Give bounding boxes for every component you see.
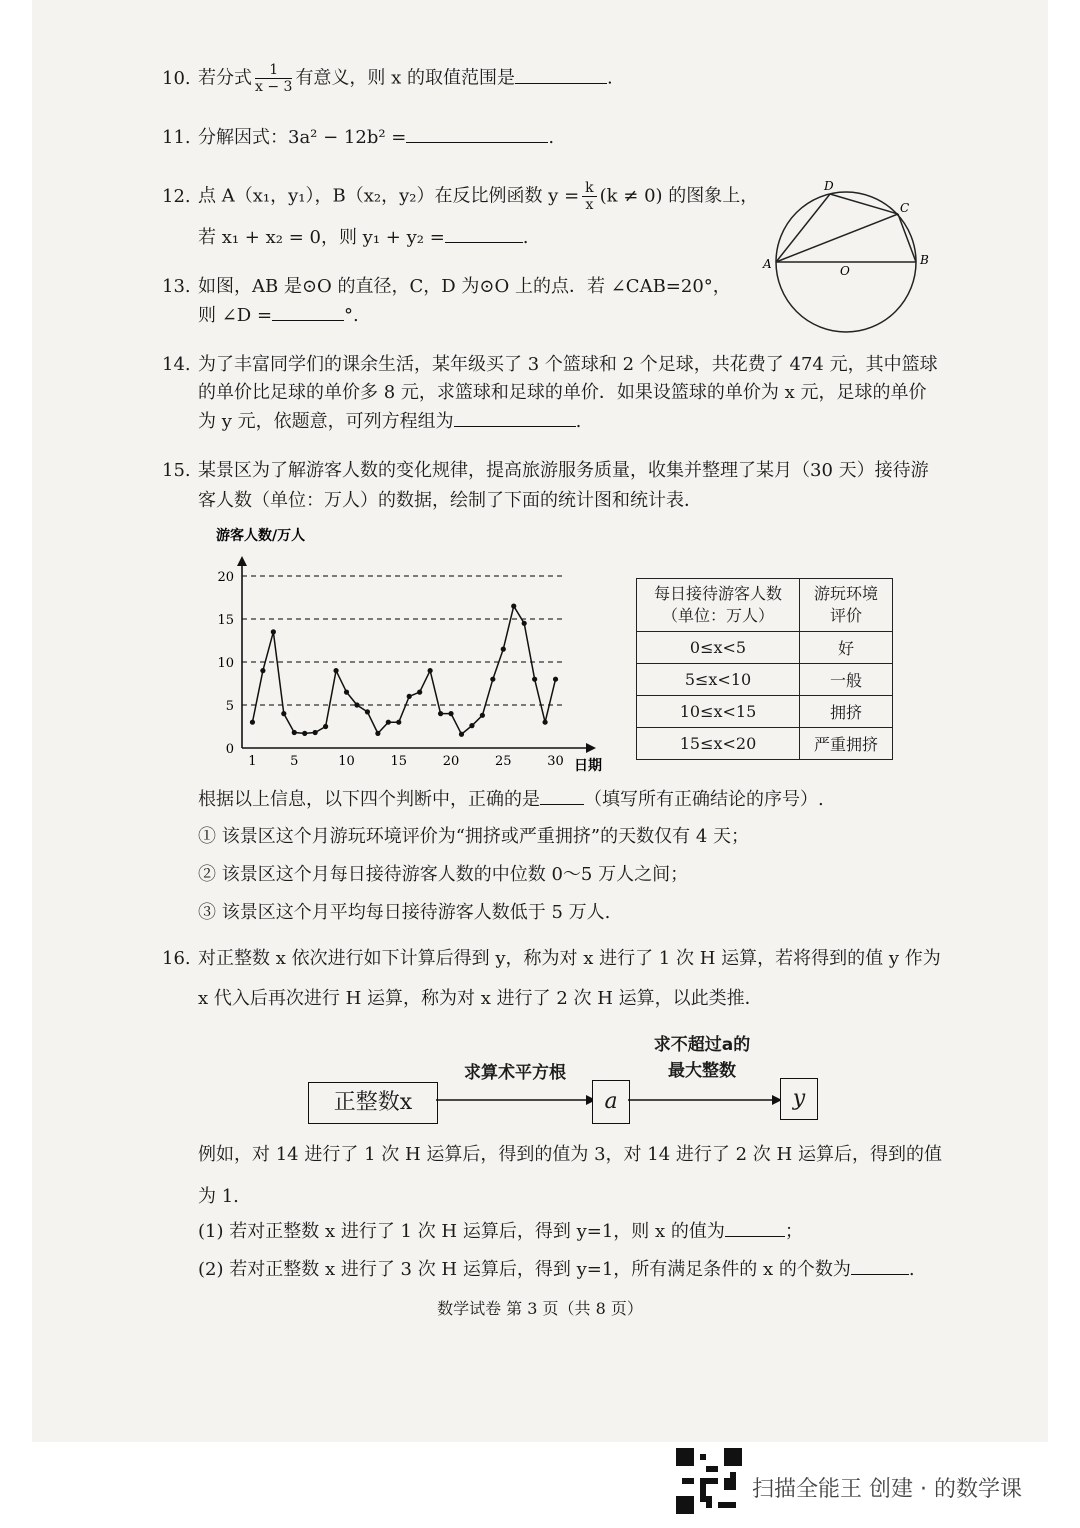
rating-cell: 好 [800, 632, 893, 664]
question-16-example-2: 为 1. [198, 1186, 239, 1207]
y-tick-label: 0 [225, 742, 234, 757]
x-tick-label: 15 [390, 754, 408, 769]
data-point [281, 711, 286, 716]
data-point [375, 731, 380, 736]
label-b: B [920, 253, 929, 267]
y-tick-label: 15 [217, 613, 234, 628]
answer-blank [406, 122, 548, 143]
watermark-text: 扫描全能王 创建 · 的数学课 [752, 1477, 1022, 1502]
answer-blank [445, 222, 523, 243]
data-point [250, 720, 255, 725]
data-point [448, 711, 453, 716]
question-13-line2: 则 ∠D = °. [198, 300, 359, 331]
question-15: 15. 某景区为了解游客人数的变化规律，提高旅游服务质量，收集并整理了某月（30 天）接待游 [162, 460, 929, 481]
visitor-line-chart [196, 520, 612, 780]
question-16-part1: (1) 若对正整数 x 进行了 1 次 H 运算后，得到 y=1，则 x 的值为 ； [198, 1216, 803, 1247]
answer-blank [851, 1254, 909, 1275]
question-14-line2: 的单价比足球的单价多 8 元，求篮球和足球的单价．如果设篮球的单价为 x 元，足球的单价 [198, 382, 927, 403]
option-2: ② 该景区这个月每日接待游客人数的中位数 0～5 万人之间； [198, 864, 689, 885]
answer-blank [540, 784, 584, 805]
y-axis-label: 游客人数/万人 [216, 528, 306, 544]
x-tick-label: 25 [495, 754, 512, 769]
y-tick-label: 5 [225, 699, 234, 714]
data-point [292, 730, 297, 735]
data-point [407, 694, 412, 699]
evaluation-table [636, 578, 893, 760]
header-visitors: 每日接待游客人数 （单位：万人） [653, 584, 782, 625]
page-footer: 数学试卷 第 3 页（共 8 页） [437, 1299, 643, 1318]
flow-box-a: a [592, 1080, 630, 1124]
fraction: $\frac{k}{x}$ [582, 180, 596, 213]
rating-cell: 一般 [800, 664, 893, 696]
chord-cb [898, 214, 916, 262]
question-15-line2: 客人数（单位：万人）的数据，绘制了下面的统计图和统计表． [198, 490, 702, 511]
data-point [511, 604, 516, 609]
data-point [417, 690, 422, 695]
question-11: 11. 分解因式：3a² − 12b² = . [162, 122, 554, 153]
question-16-example: 例如，对 14 进行了 1 次 H 运算后，得到的值为 3，对 14 进行了 2 次 H 运算后，得到的值 [198, 1144, 942, 1165]
data-point [532, 677, 537, 682]
data-point [386, 720, 391, 725]
table-header [800, 579, 893, 632]
range-cell: 15≤x<20 [637, 728, 800, 760]
arrow-icon [436, 1090, 596, 1110]
option-1: ① 该景区这个月游玩环境评价为“拥挤或严重拥挤”的天数仅有 4 天； [198, 826, 750, 847]
label-c: C [900, 201, 910, 215]
range-cell: 0≤x<5 [637, 632, 800, 664]
data-point [490, 677, 495, 682]
answer-blank [725, 1216, 785, 1237]
y-tick-label: 20 [217, 570, 234, 585]
data-point [522, 621, 527, 626]
chord-dc [830, 194, 898, 214]
x-tick-label: 5 [290, 754, 299, 769]
range-cell: 5≤x<10 [637, 664, 800, 696]
question-12: 12. 点 A（x₁，y₁），B（x₂，y₂）在反比例函数 y = $\frac{k}{x}$ (k ≠ 0) 的图象上， [162, 180, 759, 213]
label-d: D [824, 179, 834, 193]
answer-blank [515, 63, 607, 84]
range-cell: 10≤x<15 [637, 696, 800, 728]
x-tick-label: 10 [338, 754, 355, 769]
data-point [553, 677, 558, 682]
rating-cell: 严重拥挤 [800, 728, 893, 760]
table-row [637, 664, 893, 696]
data-point [271, 629, 276, 634]
data-point [469, 723, 474, 728]
question-16: 16. 对正整数 x 依次进行如下计算后得到 y，称为对 x 进行了 1 次 H 运算，若将得到的值 y 作为 [162, 948, 941, 969]
question-13: 13. 如图，AB 是⊙O 的直径，C，D 为⊙O 上的点．若 ∠CAB=20°， [162, 276, 731, 297]
flow-box-y: y [780, 1078, 818, 1120]
data-point [501, 647, 506, 652]
data-point [302, 731, 307, 736]
label-a: A [763, 257, 772, 271]
question-16-line2: x 代入后再次进行 H 运算，称为对 x 进行了 2 次 H 运算，以此类推． [198, 988, 763, 1009]
x-axis-label: 日期 [574, 758, 602, 774]
arrow-icon [628, 1090, 782, 1110]
rating-cell: 拥挤 [800, 696, 893, 728]
data-point [354, 702, 359, 707]
data-point [396, 720, 401, 725]
series-line [252, 606, 555, 734]
question-15-prompt: 根据以上信息，以下四个判断中，正确的是 （填写所有正确结论的序号）. [198, 784, 824, 815]
header-evaluation: 游玩环境 评价 [813, 584, 878, 625]
x-tick-label: 1 [248, 754, 257, 769]
qr-code-icon [676, 1448, 742, 1514]
circle-figure [760, 178, 940, 334]
table-header [637, 579, 800, 632]
flow-step-floor: 求不超过a的 最大整数 [653, 1035, 751, 1081]
data-point [428, 668, 433, 673]
fraction: $\frac{1}{x - 3}$ [255, 62, 293, 95]
table-header-row [637, 579, 893, 632]
data-point [323, 724, 328, 729]
question-10: 10. 若分式 $\frac{1}{x - 3}$ 有意义，则 x 的取值范围是 . [162, 62, 613, 95]
option-3: ③ 该景区这个月平均每日接待游客人数低于 5 万人. [198, 902, 611, 923]
data-point [438, 711, 443, 716]
y-tick-label: 10 [217, 656, 234, 671]
question-14-line3: 为 y 元，依题意，可列方程组为 . [198, 406, 581, 437]
data-point [260, 668, 265, 673]
data-point [365, 709, 370, 714]
x-axis-arrow-icon [586, 743, 596, 753]
table-row [637, 696, 893, 728]
table-row [637, 728, 893, 760]
table-row [637, 632, 893, 664]
data-point [542, 720, 547, 725]
y-axis-arrow-icon [237, 556, 247, 566]
flow-box-input: 正整数x [308, 1082, 438, 1124]
x-tick-label: 30 [547, 754, 564, 769]
flow-step-sqrt: 求算术平方根 [464, 1063, 566, 1083]
data-point [480, 713, 485, 718]
data-point [333, 668, 338, 673]
data-point [313, 730, 318, 735]
answer-blank [454, 406, 576, 427]
x-tick-label: 20 [442, 754, 460, 769]
data-point [459, 732, 464, 737]
question-16-part2: (2) 若对正整数 x 进行了 3 次 H 运算后，得到 y=1，所有满足条件的 x 的个数为 . [198, 1254, 915, 1285]
label-o: O [840, 264, 850, 278]
data-point [344, 690, 349, 695]
question-14: 14. 为了丰富同学们的课余生活，某年级买了 3 个篮球和 2 个足球，共花费了 474 元，其中篮球 [162, 354, 938, 375]
question-12-line2: 若 x₁ + x₂ = 0，则 y₁ + y₂ = . [198, 222, 529, 253]
answer-blank [272, 300, 344, 321]
